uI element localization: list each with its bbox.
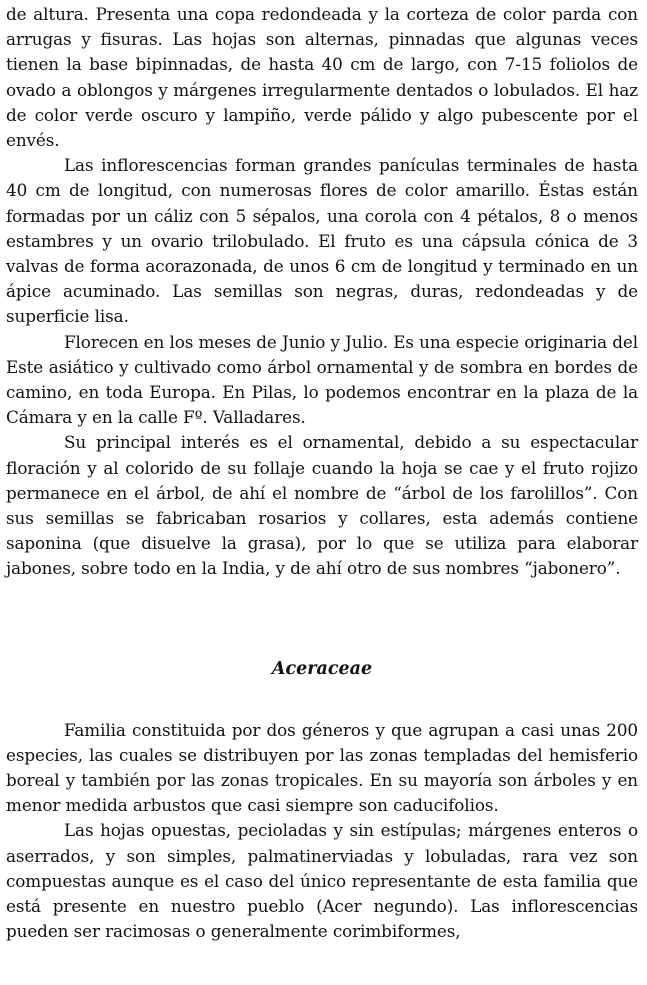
document-page [6, 2, 638, 945]
paragraph-inflorescences: Las inflorescencias forman grandes panículas terminales de hasta 40 cm de longitud, con numerosas flores de color amarillo. Éstas están formadas por un cáliz con 5 sépalos, una corola con 4 pétalos, 8 o menos estambres y un ovario trilobulado. El fruto es una cápsula cónica de 3 valvas de forma acorazonada, de unos 6 cm de longitud y terminado en un ápice acuminado. Las semillas son negras, duras, redondeadas y de superficie lisa. [6, 155, 638, 327]
paragraph-description-continued: de altura. Presenta una copa redondeada y la corteza de color parda con arrugas y fisuras. Las hojas son alternas, pinnadas que algunas veces tienen la base bipinnadas, de hasta 40 cm de largo, con 7-15 foliolos de ovado a oblongos y márgenes irregularmente dentados o lobulados. El haz de color verde oscuro y lampiño, verde pálido y algo pubescente por el envés. [6, 4, 638, 151]
paragraph-flowering-distribution: Florecen en los meses de Junio y Julio. Es una especie originaria del Este asiático y cultivado como árbol ornamental y de sombra en bordes de camino, en toda Europa. En Pilas, lo podemos encontrar en la plaza de la Cámara y en la calle Fº. Valladares. [6, 331, 638, 428]
paragraph-uses: Su principal interés es el ornamental, debido a su espectacular floración y al colorido de su follaje cuando la hoja se cae y el fruto rojizo permanece en el árbol, de ahí el nombre de “árbol de los farolillos”. Con sus semillas se fabricaban rosarios y collares, esta además contiene saponina (que disuelve la grasa), por lo que se utiliza para elaborar jabones, sobre todo en la India, y de ahí otro de sus nombres “jabonero”. [6, 432, 638, 579]
paragraph-leaves-inflorescences: Las hojas opuestas, pecioladas y sin estípulas; márgenes enteros o aserrados, y son simples, palmatinerviadas y lobuladas, rara vez son compuestas aunque es el caso del único representante de esta familia que está presente en nuestro pueblo (Acer negundo). Las inflorescencias pueden ser racimosas o generalmente corimbiformes, [6, 820, 638, 942]
heading-spacer [6, 682, 638, 718]
paragraph-family-description: Familia constituida por dos géneros y que agrupan a casi unas 200 especies, las cuales se distribuyen por las zonas templadas del hemisferio boreal y también por las zonas tropicales. En su mayoría son árboles y en menor medida arbustos que casi siempre son caducifolios. [6, 719, 638, 816]
section-spacer [6, 582, 638, 657]
section-heading-aceraceae: Aceraceae [271, 658, 373, 679]
